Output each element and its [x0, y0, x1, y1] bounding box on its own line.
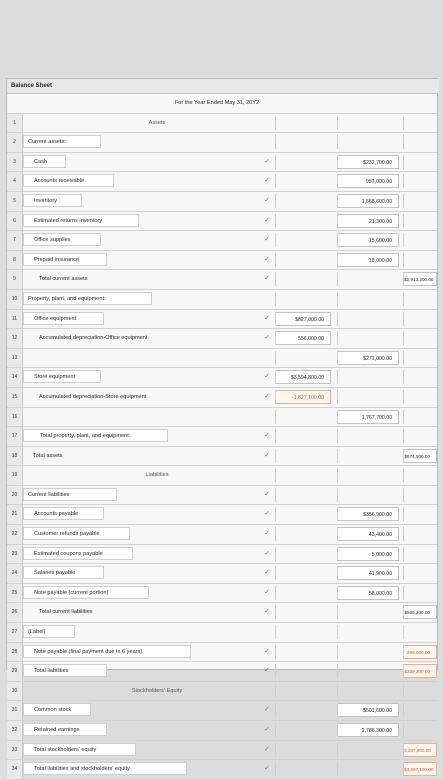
- check-icon: ✓: [264, 706, 270, 714]
- check-icon: ✓: [264, 510, 270, 518]
- amount-c1: [275, 351, 331, 365]
- row-label[interactable]: Total stockholders' equity: [23, 743, 136, 756]
- table-row: [7, 721, 437, 741]
- amount-c2[interactable]: $232,700.00: [337, 155, 399, 169]
- amount-c1[interactable]: 556,000.00: [275, 331, 331, 345]
- check-icon: ✓: [264, 236, 270, 244]
- row-label[interactable]: Prepaid insurance: [23, 253, 107, 266]
- amount-c3: [403, 527, 437, 541]
- row-number: 22: [7, 525, 23, 544]
- amount-c1[interactable]: $3,594,800.00: [275, 370, 331, 384]
- amount-c2: [337, 292, 399, 306]
- amount-c3: [403, 194, 437, 208]
- amount-c3: [403, 566, 437, 580]
- row-number: 13: [7, 349, 23, 368]
- balance-sheet-panel: [6, 78, 438, 773]
- amount-c2[interactable]: 41,900.00: [337, 566, 399, 580]
- table-row: [7, 114, 437, 134]
- row-number: 14: [7, 368, 23, 387]
- row-number: 8: [7, 251, 23, 270]
- amount-c1: [275, 116, 331, 130]
- amount-c2: [337, 331, 399, 345]
- row-number: 5: [7, 192, 23, 211]
- row-label[interactable]: Current assets:: [23, 135, 101, 148]
- table-row: [7, 466, 437, 486]
- row-number: 20: [7, 486, 23, 505]
- row-number: 11: [7, 310, 23, 329]
- amount-c1: [275, 645, 331, 659]
- amount-c2: [337, 429, 399, 443]
- table-row: [7, 525, 437, 545]
- row-number: 15: [7, 388, 23, 407]
- check-icon: ✓: [264, 334, 270, 342]
- row-label[interactable]: Total liabilities: [23, 664, 107, 677]
- check-icon: ✓: [264, 765, 270, 773]
- amount-c2[interactable]: 5,000.00: [337, 547, 399, 561]
- row-number: 9: [7, 270, 23, 289]
- row-label: [23, 114, 259, 133]
- check-icon: ✓: [264, 255, 270, 263]
- amount-c2[interactable]: $501,600.00: [337, 703, 399, 717]
- row-label: Total current liabilities: [39, 609, 93, 616]
- row-label[interactable]: Retained earnings: [23, 723, 107, 736]
- amount-c1: [275, 253, 331, 267]
- amount-c1[interactable]: $827,000.00: [275, 312, 331, 326]
- table-row: [7, 701, 437, 721]
- header-row: [7, 94, 437, 114]
- amount-c3[interactable]: $2,913,200.00: [403, 272, 437, 286]
- row-label[interactable]: Accounts payable: [23, 507, 104, 520]
- table-row: [7, 270, 437, 290]
- amount-c1: [275, 449, 331, 463]
- row-label[interactable]: Total liabilities and stockholders' equity: [23, 762, 187, 775]
- row-label: [23, 349, 259, 368]
- amount-c1: [275, 684, 331, 698]
- row-label[interactable]: Estimated returns inventory: [23, 214, 139, 227]
- table-row: [7, 408, 437, 428]
- amount-c1: [275, 233, 331, 247]
- check-icon: ✓: [264, 726, 270, 733]
- table-row: [7, 623, 437, 643]
- amount-c2: [337, 390, 399, 404]
- table-row: [7, 682, 437, 702]
- section-heading: Assets: [148, 119, 166, 126]
- row-label: [23, 408, 259, 427]
- row-label[interactable]: Estimated coupons payable: [23, 547, 133, 560]
- row-container: [7, 114, 437, 780]
- table-row: [7, 447, 437, 467]
- table-row: [7, 584, 437, 604]
- amount-c1: [275, 155, 331, 169]
- table-row: [7, 741, 437, 761]
- row-number: 31: [7, 701, 23, 720]
- check-icon: ✓: [264, 275, 270, 283]
- check-icon: ✓: [264, 177, 270, 185]
- row-label[interactable]: Office equipment: [23, 312, 104, 325]
- table-row: [7, 505, 437, 525]
- row-label[interactable]: Accounts receivable: [23, 174, 114, 187]
- check-icon: ✓: [264, 530, 270, 538]
- table-row: [7, 760, 437, 780]
- check-icon: ✓: [264, 451, 270, 459]
- table-row: [7, 643, 437, 663]
- amount-c2[interactable]: $356,900.00: [337, 507, 399, 521]
- check-icon: ✓: [264, 196, 270, 204]
- amount-c3: [403, 233, 437, 247]
- row-label[interactable]: Common stock: [23, 703, 91, 716]
- row-label[interactable]: Salaries payable: [23, 566, 104, 579]
- row-label[interactable]: Property, plant, and equipment:: [23, 292, 152, 305]
- amount-c3: [403, 253, 437, 267]
- amount-c1: [275, 410, 331, 424]
- amount-c3[interactable]: $3,497,100.00: [403, 762, 437, 776]
- amount-c3[interactable]: 3,287,900.00: [403, 743, 437, 757]
- amount-c3: [403, 390, 437, 404]
- amount-c1: [275, 527, 331, 541]
- row-number: 21: [7, 505, 23, 524]
- row-number: 25: [7, 584, 23, 603]
- row-label[interactable]: Note payable (current portion): [23, 586, 149, 599]
- amount-c3: [403, 370, 437, 384]
- amount-c3: [403, 703, 437, 717]
- amount-c3[interactable]: $874,500.00: [403, 449, 437, 463]
- amount-c1: [275, 547, 331, 561]
- row-number: 4: [7, 172, 23, 191]
- row-number: 23: [7, 545, 23, 564]
- amount-c1: [275, 625, 331, 639]
- sheet-title: Balance Sheet: [7, 79, 439, 94]
- amount-c1: [275, 194, 331, 208]
- table-row: [7, 172, 437, 192]
- amount-c3[interactable]: 296,000.00: [403, 645, 437, 659]
- table-row: [7, 349, 437, 369]
- check-icon: ✓: [264, 373, 270, 381]
- row-label[interactable]: Cash: [23, 155, 66, 168]
- row-label[interactable]: Store equipment: [23, 370, 101, 383]
- section-heading: Stockholders' Equity: [131, 687, 183, 694]
- amount-c1: [275, 762, 331, 776]
- amount-c1: [275, 488, 331, 502]
- amount-c2: [337, 762, 399, 776]
- row-label: Accumulated depreciation-Store equipment: [39, 393, 147, 400]
- table-row: [7, 290, 437, 310]
- table-row: [7, 486, 437, 506]
- row-number: 32: [7, 721, 23, 740]
- amount-c3: [403, 586, 437, 600]
- amount-c1: [275, 664, 331, 678]
- table-row: [7, 564, 437, 584]
- table-row: [7, 388, 437, 408]
- check-icon: ✓: [264, 432, 270, 440]
- row-number: 16: [7, 408, 23, 427]
- amount-c3: [403, 723, 437, 737]
- amount-c3: [403, 547, 437, 561]
- section-heading: Liabilities: [145, 472, 169, 479]
- table-row: [7, 212, 437, 232]
- amount-c3: [403, 135, 437, 149]
- amount-c2: [337, 684, 399, 698]
- amount-c3: [403, 507, 437, 521]
- amount-c1: [275, 174, 331, 188]
- row-number: 17: [7, 427, 23, 446]
- table-row: [7, 192, 437, 212]
- amount-c1: [275, 214, 331, 228]
- table-row: [7, 251, 437, 271]
- check-icon: ✓: [264, 569, 270, 577]
- amount-c1: [275, 703, 331, 717]
- amount-c2: [337, 449, 399, 463]
- table-row: [7, 427, 437, 447]
- amount-c2[interactable]: 2,786,300.00: [337, 723, 399, 737]
- row-number: 18: [7, 447, 23, 466]
- row-number: 12: [7, 329, 23, 348]
- amount-c2[interactable]: 15,600.00: [337, 233, 399, 247]
- row-number: 6: [7, 212, 23, 231]
- amount-c3: [403, 174, 437, 188]
- row-number: 2: [7, 133, 23, 152]
- amount-c1: [275, 507, 331, 521]
- amount-c1: [275, 605, 331, 619]
- amount-c1: [275, 566, 331, 580]
- row-number: 28: [7, 643, 23, 662]
- amount-c1: [275, 429, 331, 443]
- row-label[interactable]: Inventory: [23, 194, 82, 207]
- row-label[interactable]: Customer refunds payable: [23, 527, 130, 540]
- balance-sheet-grid: [7, 94, 437, 780]
- check-icon: ✓: [264, 588, 270, 596]
- amount-c1: [275, 586, 331, 600]
- amount-c3: [403, 468, 437, 482]
- amount-c2: [337, 116, 399, 130]
- amount-c2: [337, 488, 399, 502]
- check-icon: ✓: [264, 392, 270, 400]
- amount-c2[interactable]: 1,767,700.00: [337, 410, 399, 424]
- table-row: [7, 368, 437, 388]
- row-number: 24: [7, 564, 23, 583]
- amount-c2[interactable]: 18,000.00: [337, 253, 399, 267]
- row-label[interactable]: Total property, plant, and equipment: [23, 429, 168, 442]
- row-number: 33: [7, 741, 23, 760]
- amount-c3: [403, 429, 437, 443]
- row-label: Total current assets: [39, 276, 88, 283]
- table-row: [7, 545, 437, 565]
- amount-c1: [275, 292, 331, 306]
- amount-c1: [275, 723, 331, 737]
- amount-c2: [337, 625, 399, 639]
- row-label[interactable]: Office supplies: [23, 233, 101, 246]
- row-label[interactable]: Current liabilities:: [23, 488, 117, 501]
- amount-c3: [403, 155, 437, 169]
- amount-c1: [275, 135, 331, 149]
- row-label: Total assets: [33, 452, 63, 459]
- amount-c2[interactable]: 957,000.00: [337, 174, 399, 188]
- table-row: [7, 662, 437, 682]
- period-heading: For the Year Ended May 31, 20Y2: [174, 100, 260, 106]
- check-icon: ✓: [264, 157, 270, 165]
- row-number: 26: [7, 603, 23, 622]
- check-icon: ✓: [264, 314, 270, 322]
- amount-c3: [403, 331, 437, 345]
- amount-c2: [337, 370, 399, 384]
- table-row: [7, 133, 437, 153]
- check-icon: ✓: [264, 667, 270, 675]
- row-label: [23, 466, 259, 485]
- table-row: [7, 603, 437, 623]
- amount-c2[interactable]: $271,000.00: [337, 351, 399, 365]
- amount-c3: [403, 292, 437, 306]
- amount-c3: [403, 116, 437, 130]
- row-number: 30: [7, 682, 23, 701]
- amount-c2[interactable]: 43,400.00: [337, 527, 399, 541]
- amount-c2[interactable]: 1,668,600.00: [337, 194, 399, 208]
- row-number: 19: [7, 466, 23, 485]
- check-icon: ✓: [264, 647, 270, 655]
- table-row: [7, 153, 437, 173]
- check-icon: ✓: [264, 745, 270, 753]
- table-row: [7, 310, 437, 330]
- amount-c3[interactable]: $209,200.00: [403, 664, 437, 678]
- amount-c2: [337, 135, 399, 149]
- check-icon: ✓: [264, 608, 270, 616]
- amount-c2[interactable]: 21,300.00: [337, 214, 399, 228]
- row-label[interactable]: (Label): [23, 625, 75, 638]
- check-icon: ✓: [264, 549, 270, 557]
- amount-c3: [403, 312, 437, 326]
- row-number: 29: [7, 662, 23, 681]
- amount-c3: [403, 214, 437, 228]
- amount-c3: [403, 488, 437, 502]
- amount-c3[interactable]: $505,200.00: [403, 605, 437, 619]
- amount-c2: [337, 743, 399, 757]
- check-icon: ✓: [264, 216, 270, 224]
- row-label: [23, 682, 259, 701]
- amount-c2: [337, 664, 399, 678]
- amount-c2: [337, 312, 399, 326]
- row-number: 7: [7, 231, 23, 250]
- check-icon: ✓: [264, 490, 270, 498]
- row-number: 27: [7, 623, 23, 642]
- table-row: [7, 231, 437, 251]
- amount-c2: [337, 468, 399, 482]
- amount-c2: [337, 272, 399, 286]
- row-number: 34: [7, 760, 23, 779]
- amount-c2: [337, 645, 399, 659]
- amount-c1[interactable]: -1,827,100.00: [275, 390, 331, 404]
- amount-c2: [337, 605, 399, 619]
- table-row: [7, 329, 437, 349]
- amount-c1: [275, 272, 331, 286]
- amount-c3: [403, 684, 437, 698]
- row-label: Accumulated depreciation-Office equipment: [39, 335, 148, 342]
- amount-c1: [275, 468, 331, 482]
- row-number: 1: [7, 114, 23, 133]
- row-number: 3: [7, 153, 23, 172]
- amount-c3: [403, 625, 437, 639]
- amount-c3: [403, 351, 437, 365]
- row-number: 10: [7, 290, 23, 309]
- amount-c3: [403, 410, 437, 424]
- amount-c1: [275, 743, 331, 757]
- amount-c2[interactable]: 58,000.00: [337, 586, 399, 600]
- row-label[interactable]: Note payable (final payment due in 6 years): [23, 645, 191, 658]
